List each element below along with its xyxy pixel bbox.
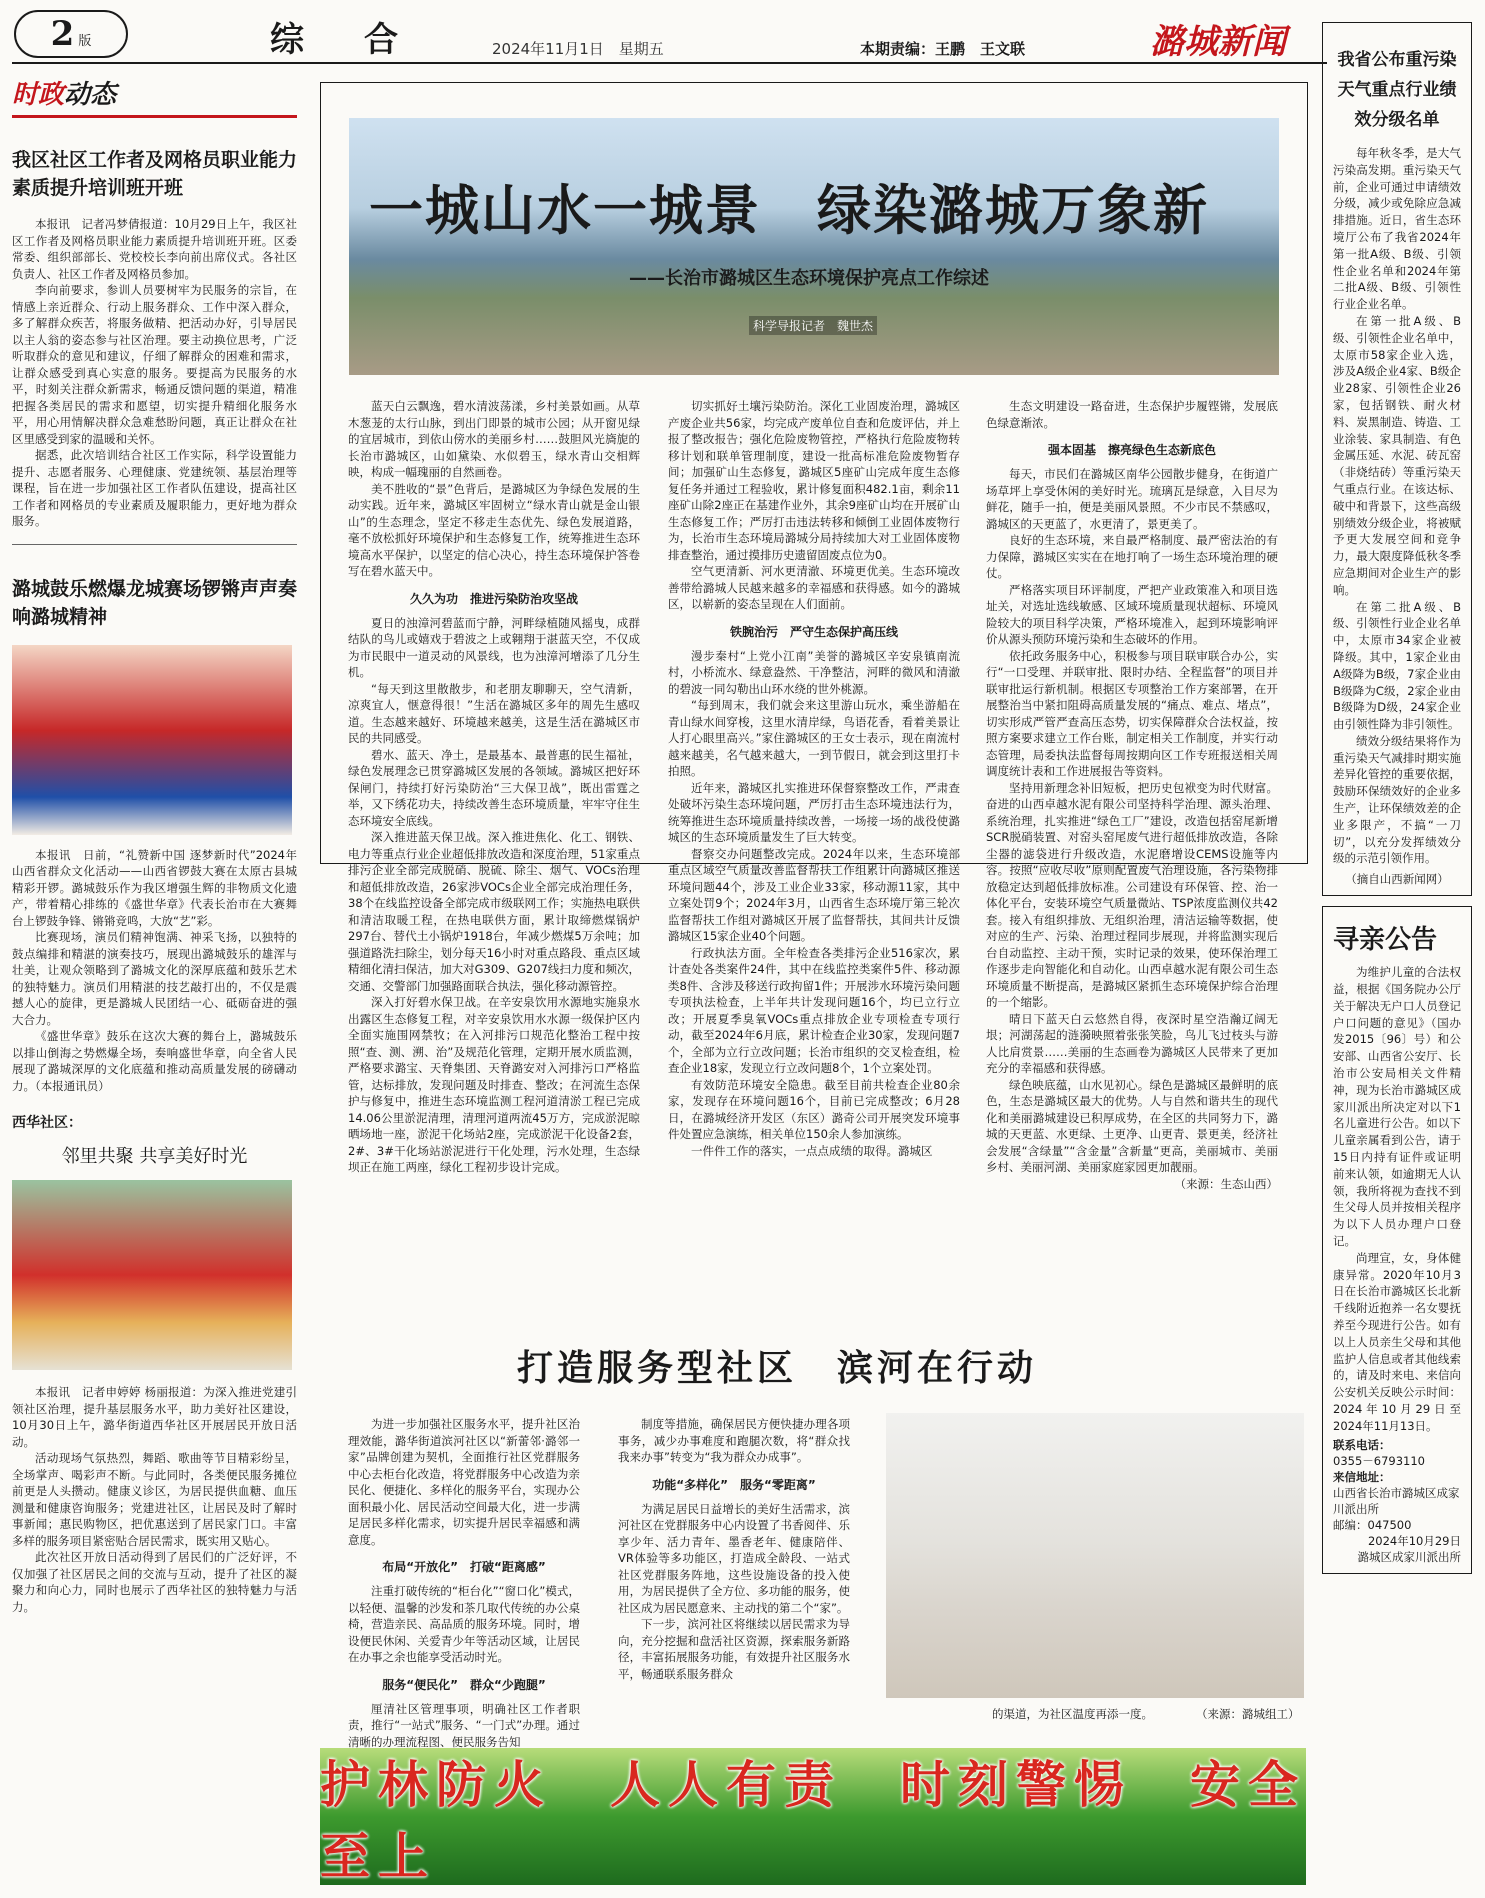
tag-red: 时政 [12,80,65,110]
article1-title: 我区社区工作者及网格员职业能力素质提升培训班开班 [12,149,298,199]
feature-subheading: 久久为功 推进污染防治攻坚战 [409,591,578,606]
article3-title: 邻里共聚 共享美好时光 [61,1146,248,1167]
page-number-badge [14,10,128,58]
feature-paragraph: 深入推进蓝天保卫战。深入推进焦化、化工、钢铁、电力等重点行业企业超低排放改造和深度治理，51家重点排污企业全部完成脱硝、脱硫、除尘、烟气、VOCs治理和超低排放改造，26家涉VOCs企业全部完成治理任务，38个在线监控设备全部完成市级联网工作；实施热电联供和清洁取暖工程，在热电联供方面，累计取缔燃煤锅炉297台、替代土小锅炉1918台，年减少燃煤5万余吨；加强道路洗扫除尘，划分每天16小时对重点路段、重点区域精细化清扫保洁，加大对G309、G207线扫力度和频次，交通、交警部门加强路面联合执法，强化移动源管控。 [348,830,640,993]
article3-paragraph: 本报讯 记者申婷婷 杨丽报道：为深入推进党建引领社区治理，提升基层服务水平，助力美好社区建设，10月30日上午，潞华街道西华社区开展居民开放日活动。 [12,1385,297,1449]
feature-column-2 [668,398,960,1159]
pollution-notice-paragraph: 在第二批A级、B级、引领性行业企业名单中，太原市34家企业被降级。其中，1家企业由A级降为B级，7家企业由B级降为C级，2家企业由B级降为D级，24家企业由引领性降为非引领性。 [1333,599,1461,732]
pollution-notice-paragraph: 每年秋冬季，是大气污染高发期。重污染天气前，企业可通过申请绩效分级，减少或免除应急减排措施。近日，省生态环境厅公布了我省2024年第一批A级、B级、引领性企业名单和2024年第二批A级、B级、引领性行业企业名单。 [1333,146,1461,312]
tel-number: 0355－6793110 [1333,1453,1425,1468]
feature-paragraph: 有效防范环境安全隐患。截至目前共检查企业80余家，发现存在环境问题16个，目前已完成整改；6月28日，在潞城经济开发区（东区）潞奇公司开展突发环境事件处置应急演练，相关单位150余人参加演练。 [668,1077,960,1141]
feature-paragraph: 美不胜收的“景”色背后，是潞城区为争绿色发展的生动实践。近年来，潞城区牢固树立“绿水青山就是金山银山”的生态理念，坚定不移走生态优先、绿色发展道路，毫不放松抓好环境保护和生态修复工作，统筹推进生态环境高水平保护，以坚定的信心决心，持生态环境保护答卷写在碧水蓝天中。 [348,481,640,578]
header-rule [12,62,1327,64]
community-event-photo [12,1180,292,1370]
banner-slogan: 护林防火 人人有责 时刻警惕 安全至上 [320,1754,1306,1886]
feature-paragraph: 每天，市民们在潞城区南华公园散步健身，在街道广场草坪上享受休闲的美好时光。琉璃瓦是绿意，入目尽为鲜花，随手一拍，便是美丽风景照。不少市民不禁感叹，潞城区的天更蓝了，水更清了，景更美了。 [986,467,1278,531]
left-column [12,74,297,1615]
article2-paragraph: 《盛世华章》鼓乐在这次大赛的舞台上，潞城鼓乐以排山倒海之势燃爆全场，奏响盛世华章，向全省人民展现了潞城深厚的文化底蕴和推动高质量发展的磅礴动力。（本报通讯员） [12,1029,297,1093]
service-paragraph: 下一步，滨河社区将继续以居民需求为导向，充分挖掘和盘活社区资源，探索服务新路径，丰富拓展服务功能，有效提升社区服务水平，畅通联系服务群众 [618,1617,850,1681]
missing-relatives-box [1322,906,1472,1573]
article3-tag: 西华社区： [12,1115,82,1131]
article2-paragraph: 比赛现场，演员们精神饱满、神采飞扬，以独特的鼓点编排和精湛的演奏技巧，展现出潞城鼓乐的雄浑与壮美，让观众领略到了潞城文化的深厚底蕴和鼓乐艺术的独特魅力。演员们用精湛的技艺敲打出的，不仅是震撼人心的旋律，更是潞城人民团结一心、砥砺奋进的强大合力。 [12,930,297,1027]
service-subheading: 布局“开放化” 打破“距离感” [382,1560,546,1574]
contact-block [1333,1437,1461,1565]
feature-column-1 [348,398,640,1176]
feature-paragraph: 碧水、蓝天、净土，是最基本、最普惠的民生福祉，绿色发展理念已贯穿潞城区发展的各领域。潞城区把好环保闸门，持续打好污染防治“三大保卫战”，既出雷霆之举，又下绣花功夫，持续改善生态环境质量，牢牢守住生态环境安全底线。 [348,747,640,828]
article2-paragraph: 本报讯 日前，“礼赞新中国 逐梦新时代”2024年山西省群众文化活动——山西省锣鼓大赛在太原古县城精彩开锣。潞城鼓乐作为我区增强生辉的非物质文化遗产，带着精心排练的《盛世华章》代表长治市在大赛舞台上锣鼓争锋、锵锵竞鸣，大放“艺”彩。 [12,847,297,928]
feature-paragraph: 空气更清新、河水更清澈、环境更优美。生态环境改善带给潞城人民越来越多的幸福感和获得感。如今的潞城区，以崭新的姿态呈现在人们面前。 [668,564,960,611]
column-tag [12,74,297,111]
notice-date: 2024年10月29日 [1367,1533,1461,1548]
right-column [1322,22,1472,1574]
article3-paragraph: 此次社区开放日活动得到了居民们的广泛好评，不仅加强了社区居民之间的交流与互动，提升了社区的凝聚力和向心力，同时也展示了西华社区的独特魅力与活力。 [12,1550,297,1614]
divider [12,544,297,545]
pollution-notice-title: 我省公布重污染天气重点行业绩效分级名单 [1337,50,1457,130]
service-subheading: 功能“多样化” 服务“零距离” [652,1477,816,1492]
feature-paragraph: 夏日的浊漳河碧蓝而宁静，河畔绿植随风摇曳，成群结队的鸟儿或嬉戏于碧波之上或翱翔于湛蓝天空，不仅成为市民眼中一道灵动的风景线，也为浊漳河增添了几分生机。 [348,615,640,679]
service-column-2 [618,1416,850,1682]
pollution-notice-box [1322,22,1472,896]
service-subheading: 服务“便民化” 群众“少跑腿” [382,1677,546,1692]
community-service-center-photo [886,1413,1304,1698]
feature-paragraph: 生态文明建设一路奋进，生态保护步履铿锵，发展底色绿意渐浓。 [986,399,1278,430]
service-paragraph: 制度等措施，确保居民方便快捷办理各项事务，减少办事难度和跑腿次数，将“群众找我来办事”转变为“我为群众办成事”。 [618,1417,850,1464]
pollution-notice-paragraph: 绩效分级结果将作为重污染天气减排时期实施差异化管控的重要依据，鼓励环保绩效好的企业多生产，让环保绩效差的企业多限产，不搞“一刀切”，以充分发挥绩效分级的示范引领作用。 [1333,733,1461,866]
service-paragraph: 为进一步加强社区服务水平，提升社区治理效能，潞华街道滨河社区以“新蕾邻·潞邻一家”品牌创建为契机，全面推行社区党群服务中心去柜台化改造，将党群服务中心改造为亲民化、便捷化、多样化的服务平台，实现办公面积最小化、居民活动空间最大化，进一步满足居民多样化需求，切实提升居民幸福感和满意度。 [348,1417,580,1547]
feature-source: （来源：生态山西） [1174,1176,1278,1191]
feature-paragraph: 依托政务服务中心，积极参与项目联审联合办公，实行“一口受理、并联审批、限时办结、全程监督”的项目并联审批运行新机制。根据区专项整治工作方案部署，在开展整治当中紧扣阻碍高质量发展的“痛点、难点、堵点”，切实形成严管严查高压态势，切实保障群众合法权益，按照方案要求建立工作台账，制定相关工作制度，并实行动态管理，局委执法监督每周按期向区工作专班报送相关周调度统计表和工作进展报告等资料。 [986,648,1278,778]
article1-paragraph: 本报讯 记者冯梦倩报道：10月29日上午，我区社区工作者及网格员职业能力素质提升培训班开班。区委常委、组织部部长、党校校长李向前出席仪式。各社区负责人、社区工作者及网格员参加。 [12,217,297,281]
feature-paragraph: 行政执法方面。全年检查各类排污企业516家次，累计查处各类案件24件，其中在线监控类案件5件、移动源类8件、含涉及移送行政拘留1件；开展涉水环境污染问题专项执法检查，上半年共计发现问题16个，均已立行立改；开展夏季臭氧VOCs重点排放企业专项检查专项行动，截至2024年6月底，累计检查企业30家，发现问题7个，全部为立行立改问题；长治市组织的交叉检查组，检查企业18家，发现立行立改问题8个，1个立案处罚。 [668,945,960,1075]
feature-title: 一城山水一城景 绿染潞城万象新 [369,178,1209,242]
feature-paragraph: 严格落实项目环评制度，严把产业政策准入和项目选址关，对选址选线敏感、区域环境质量现状超标、环境风险较大的项目科学决策，严格环境准入，起到环境影响评价从源头预防环境污染和生态破坏的作用。 [986,582,1278,646]
drum-performance-photo [12,645,292,835]
issue-date: 2024年11月1日 星期五 [492,40,664,58]
feature-paragraph: 蓝天白云飘逸，碧水清波荡漾，乡村美景如画。从草木葱茏的太行山脉，到出门即景的城市公园；从开窗见绿的宜居城市，到依山傍水的美丽乡村……鼓胆风光旖旎的长治市潞城区，山如黛染、水似碧玉，绿水青山交相辉映，构成一幅瑰丽的自然画卷。 [348,399,640,479]
address: 山西省长治市潞城区成家川派出所 [1333,1485,1460,1516]
article2-title: 潞城鼓乐燃爆龙城赛场锣锵声声奏响潞城精神 [12,577,298,628]
feature-paragraph: 坚持用新理念补旧短板，把历史包袱变为时代财富。奋进的山西卓越水泥有限公司坚持科学治理、源头治理、系统治理，扎实推进“绿色工厂”建设，改造包括窑尾新增SCR脱硝装置、对窑头窑尾废气进行超低排放改造，各除尘器的滤袋进行升级改造，水泥磨增设CEMS设施等内容。按照“应收尽收”原则配置废气治理设施，各污染物排放稳定达到超低排放标准。公司建设有环保管、控、治一体化平台，安装环境空气质量微站、TSP浓度监测仪共42套。接入有组织排放、无组织治理，清洁运输等数据，使对应的生产、污染、治理过程同步展现，并将监测实现后台自动监控、主动干预，实时记录的效果，使环保治理工作逐步走向智能化和自动化。山西卓越水泥有限公司生态环境质量不断提高，是潞城区紧抓生态环境保护综合治理的一个缩影。 [986,780,1278,1009]
feature-paragraph: 良好的生态环境，来自最严格制度、最严密法治的有力保障，潞城区实实在在地打响了一场生态环境治理的硬仗。 [986,533,1278,580]
service-paragraph: 注重打破传统的“柜台化”“窗口化”模式，以轻便、温馨的沙发和茶几取代传统的办公桌椅，营造亲民、高品质的服务环境。同时，增设便民休闲、关爱青少年等活动区域，让居民在办事之余也能享受活动时光。 [348,1584,580,1664]
pollution-notice-paragraph: 在第一批A级、B级、引领性企业名单中，太原市58家企业入选，涉及A级企业4家、B级企业28家、引领性企业26家，包括钢铁、耐火材料、炭黑制造、铸造、工业涂装、家具制造、有色金属压延、水泥、砖瓦窑（非烧结砖）等重污染天气重点行业。在该达标、破中和背景下，这些高级别绩效分级企业，将被赋予更大发展空间和竞争力，最大限度降低秋冬季应急期间对企业生产的影响。 [1333,313,1461,597]
address-label: 来信地址： [1333,1469,1391,1484]
feature-subheading: 铁腕治污 严守生态保护高压线 [729,624,898,639]
feature-paragraph: 晴日下蓝天白云悠然自得，夜深时星空浩瀚辽阔无垠；河湖荡起的涟漪映照着张张笑脸，鸟儿飞过枝头与游人比肩赏景……美丽的生态画卷为潞城区人民带来了更加充分的幸福感和获得感。 [986,1011,1278,1075]
section-title: 综合 [270,20,458,60]
page-unit: 版 [78,33,92,49]
article1-paragraph: 据悉，此次培训结合社区工作实际，科学设置能力提升、志愿者服务、心理健康、党建统领、基层治理等课程，旨在进一步加强社区工作者队伍建设，提高社区工作者和网格员的专业素质及履职能力，更好地为群众服务。 [12,448,297,528]
feature-paragraph: “每天到这里散散步，和老朋友聊聊天，空气清新，凉爽宜人，惬意得很！”生活在潞城区多年的周先生感叹道。生态越来越好、环境越来越美，这是生活在潞城区市民的共同感受。 [348,681,640,745]
service-article-title: 打造服务型社区 滨河在行动 [517,1347,1038,1389]
missing-relatives-title: 寻亲公告 [1333,925,1438,956]
missing-relatives-paragraph: 为维护儿童的合法权益，根据《国务院办公厅关于解决无户口人员登记户口问题的意见》（国办发2015〔96〕号）和公安部、山西省公安厅、长治市公安局相关文件精神，现为长治市潞城区成家川派出所决定对以下1名儿童进行公告。如以下儿童亲属看到公告，请于15日内持有证件或证明前来认领，如逾期无人认领，我所将视为查找不到生父母人员并按相关程序为以下人员办理户口登记。 [1333,965,1461,1249]
photo-credit: 科学导报记者 魏世杰 [749,316,877,335]
article3-paragraph: 活动现场气氛热烈，舞蹈、歌曲等节目精彩纷呈，全场掌声、喝彩声不断。与此同时，各类便民服务摊位前更是人头攒动。健康义诊区，为居民提供血糖、血压测量和健康咨询服务；党建进社区，让居民及时了解时事新闻；惠民购物区，把优惠送到了居民家门口。丰富多样的服务项目紧密贴合居民需求，既实用又贴心。 [12,1451,297,1548]
feature-paragraph: “每到周末，我们就会来这里游山玩水，乘坐游船在青山绿水间穿梭，这里水清岸绿，鸟语花香，看着美景让人打心眼里高兴。”家住潞城区的王女士表示，现在南流村越来越美，名气越来越大，一到节假日，就会到这里打卡拍照。 [668,698,960,778]
tag-underline [12,115,297,118]
feature-column-3 [986,398,1278,1192]
service-paragraph: 厘清社区管理事项，明确社区工作者职责，推行“一站式”服务、“一门式”办理。通过清晰的办理流程图、便民服务告知 [348,1701,580,1749]
zip: 邮编：047500 [1333,1517,1412,1532]
service-column-1 [348,1416,580,1750]
service-source: （来源：潞城组工） [1196,1707,1300,1721]
missing-relatives-paragraph: 尚理宣，女，身体健康异常。2020年10月3日在长治市潞城区长北新千线附近抱养一名女婴抚养至今现进行公告。如有以上人员亲生父母和其他监护人信息或者其他线索的，请及时来电、来信向公安机关反映公示时间：2024年10月29日至2024年11月13日。 [1333,1250,1461,1433]
feature-paragraph: 漫步秦村“上党小江南”美誉的潞城区辛安泉镇南流村，小桥流水、绿意盎然、干净整洁，河畔的微风和清澈的碧波一同勾勒出山环水绕的世外桃源。 [668,648,960,696]
pollution-notice-source: （摘自山西新闻网） [1345,872,1449,887]
feature-paragraph: 近年来，潞城区扎实推进环保督察整改工作，严肃查处破坏污染生态环境问题，严厉打击生态环境违法行为，统筹推进生态环境质量持续改善，一场接一场的战役使潞城区的生态环境质量发生了巨大转变。 [668,780,960,844]
page-number: 2 [50,14,75,54]
feature-subheading: 强本固基 擦亮绿色生态新底色 [1047,443,1216,457]
fire-prevention-banner [320,1748,1306,1885]
notice-org: 潞城区成家川派出所 [1357,1549,1461,1564]
article1-paragraph: 李向前要求，参训人员要树牢为民服务的宗旨，在情感上亲近群众、行动上服务群众、工作中深入群众，多了解群众疾苦，将服务做精、把活动办好，引导居民以主人翁的姿态参与社区治理。要主动换位思考，广泛听取群众的意见和建议，仔细了解群众的困难和需求，让群众感受到真心实意的服务。要提高为民服务的水平，时刻关注群众新需求，畅通反馈问题的渠道，精准把握各类居民的需求和愿望，切实提升精细化服务水平，用心用情解决群众急难愁盼问题，真正让群众在社区里感受到家的温暖和关怀。 [12,283,297,446]
feature-paragraph: 切实抓好土壤污染防治。深化工业固废治理，潞城区产废企业共56家，均完成产废单位自查和危废评估，并上报了整改报告；强化危险废物管控，严格执行危险废物转移计划和联单管理制度，建设一批高标准危险废物暂存间；加强矿山生态修复，潞城区5座矿山完成年度生态修复任务并通过工程验收，累计修复面积482.1亩，剩余11座矿山除2座正在基建作业外，其余9座矿山均在开展矿山生态修复工作；严厉打击违法转移和倾倒工业固体废物行为，长治市生态环境局潞城分局持续加大对工业固体废物排查整治，通过摸排历史遗留固废点位为0。 [668,399,960,562]
service-paragraph: 为满足居民日益增长的美好生活需求，滨河社区在党群服务中心内设置了书香阅伴、乐享少年、活力青年、墨香老年、健康陪伴、VR体验等多功能区，打造成全龄段、一站式社区党群服务阵地，这些设施设备的投入使用，为居民提供了全方位、多功能的服务，使社区成为居民愿意来、主动找的第二个“家”。 [618,1501,850,1615]
feature-paragraph: 绿色映底蕴，山水见初心。绿色是潞城区最鲜明的底色，生态是潞城区最大的优势。人与自然和谐共生的现代化和美丽潞城建设已积厚成势，在全区的共同努力下，潞城的天更蓝、水更绿、土更净、山更青、景更美，经济社会发展“含绿量”“含金量”含新量“更高，美丽城市、美丽乡村、美丽河湖、美丽家庭家园更加靓丽。 [986,1077,1278,1174]
feature-paragraph: 督察交办问题整改完成。2024年以来，生态环境部重点区域空气质量改善监督帮扶工作组累计向潞城区推送环境问题44个，涉及工业企业33家，移动源11家，其中立案处罚9个；2024年3月，山西省生态环境厅第三轮次监督帮扶工作组对潞城区开展了监督帮扶，其间共计反馈潞城区15家企业40个问题。 [668,846,960,943]
feature-paragraph: 深入打好碧水保卫战。在辛安泉饮用水源地实施泉水出露区生态修复工程，对辛安泉饮用水水源一级保护区内全面实施围网禁牧；在入河排污口规范化整治工程中按照“查、测、溯、治”及规范化管理，定期开展水质监测，严格要求潞宝、天脊集团、天脊潞安对入河排污口严格监管，达标排放，发现问题及时排查、整改；在河流生态保护与修复中，推进生态环境监测工程河道清淤工程已完成14.06公里淤泥清理，清理河道两流45万方，完成淤泥晾晒场地一座，淤泥干化场站2座，完成淤泥干化设备2套，2#、3#干化场站淤泥进行干化处理，污水处理，生态绿坝正在施工两座，绿化工程初步设计完成。 [348,995,640,1174]
tag-black: 动态 [64,80,117,110]
service-paragraph: 的渠道，为社区温度再添一度。 [992,1707,1153,1721]
feature-banner-photo [349,118,1279,375]
feature-paragraph: 一件件工作的落实，一点点成绩的取得。潞城区 [691,1143,933,1158]
editors: 本期责编：王鹏 王文联 [860,40,1026,58]
newspaper-name: 潞城新闻 [1150,22,1286,62]
feature-subtitle: ——长治市潞城区生态环境保护亮点工作综述 [629,268,989,289]
tel-label: 联系电话： [1333,1437,1391,1452]
